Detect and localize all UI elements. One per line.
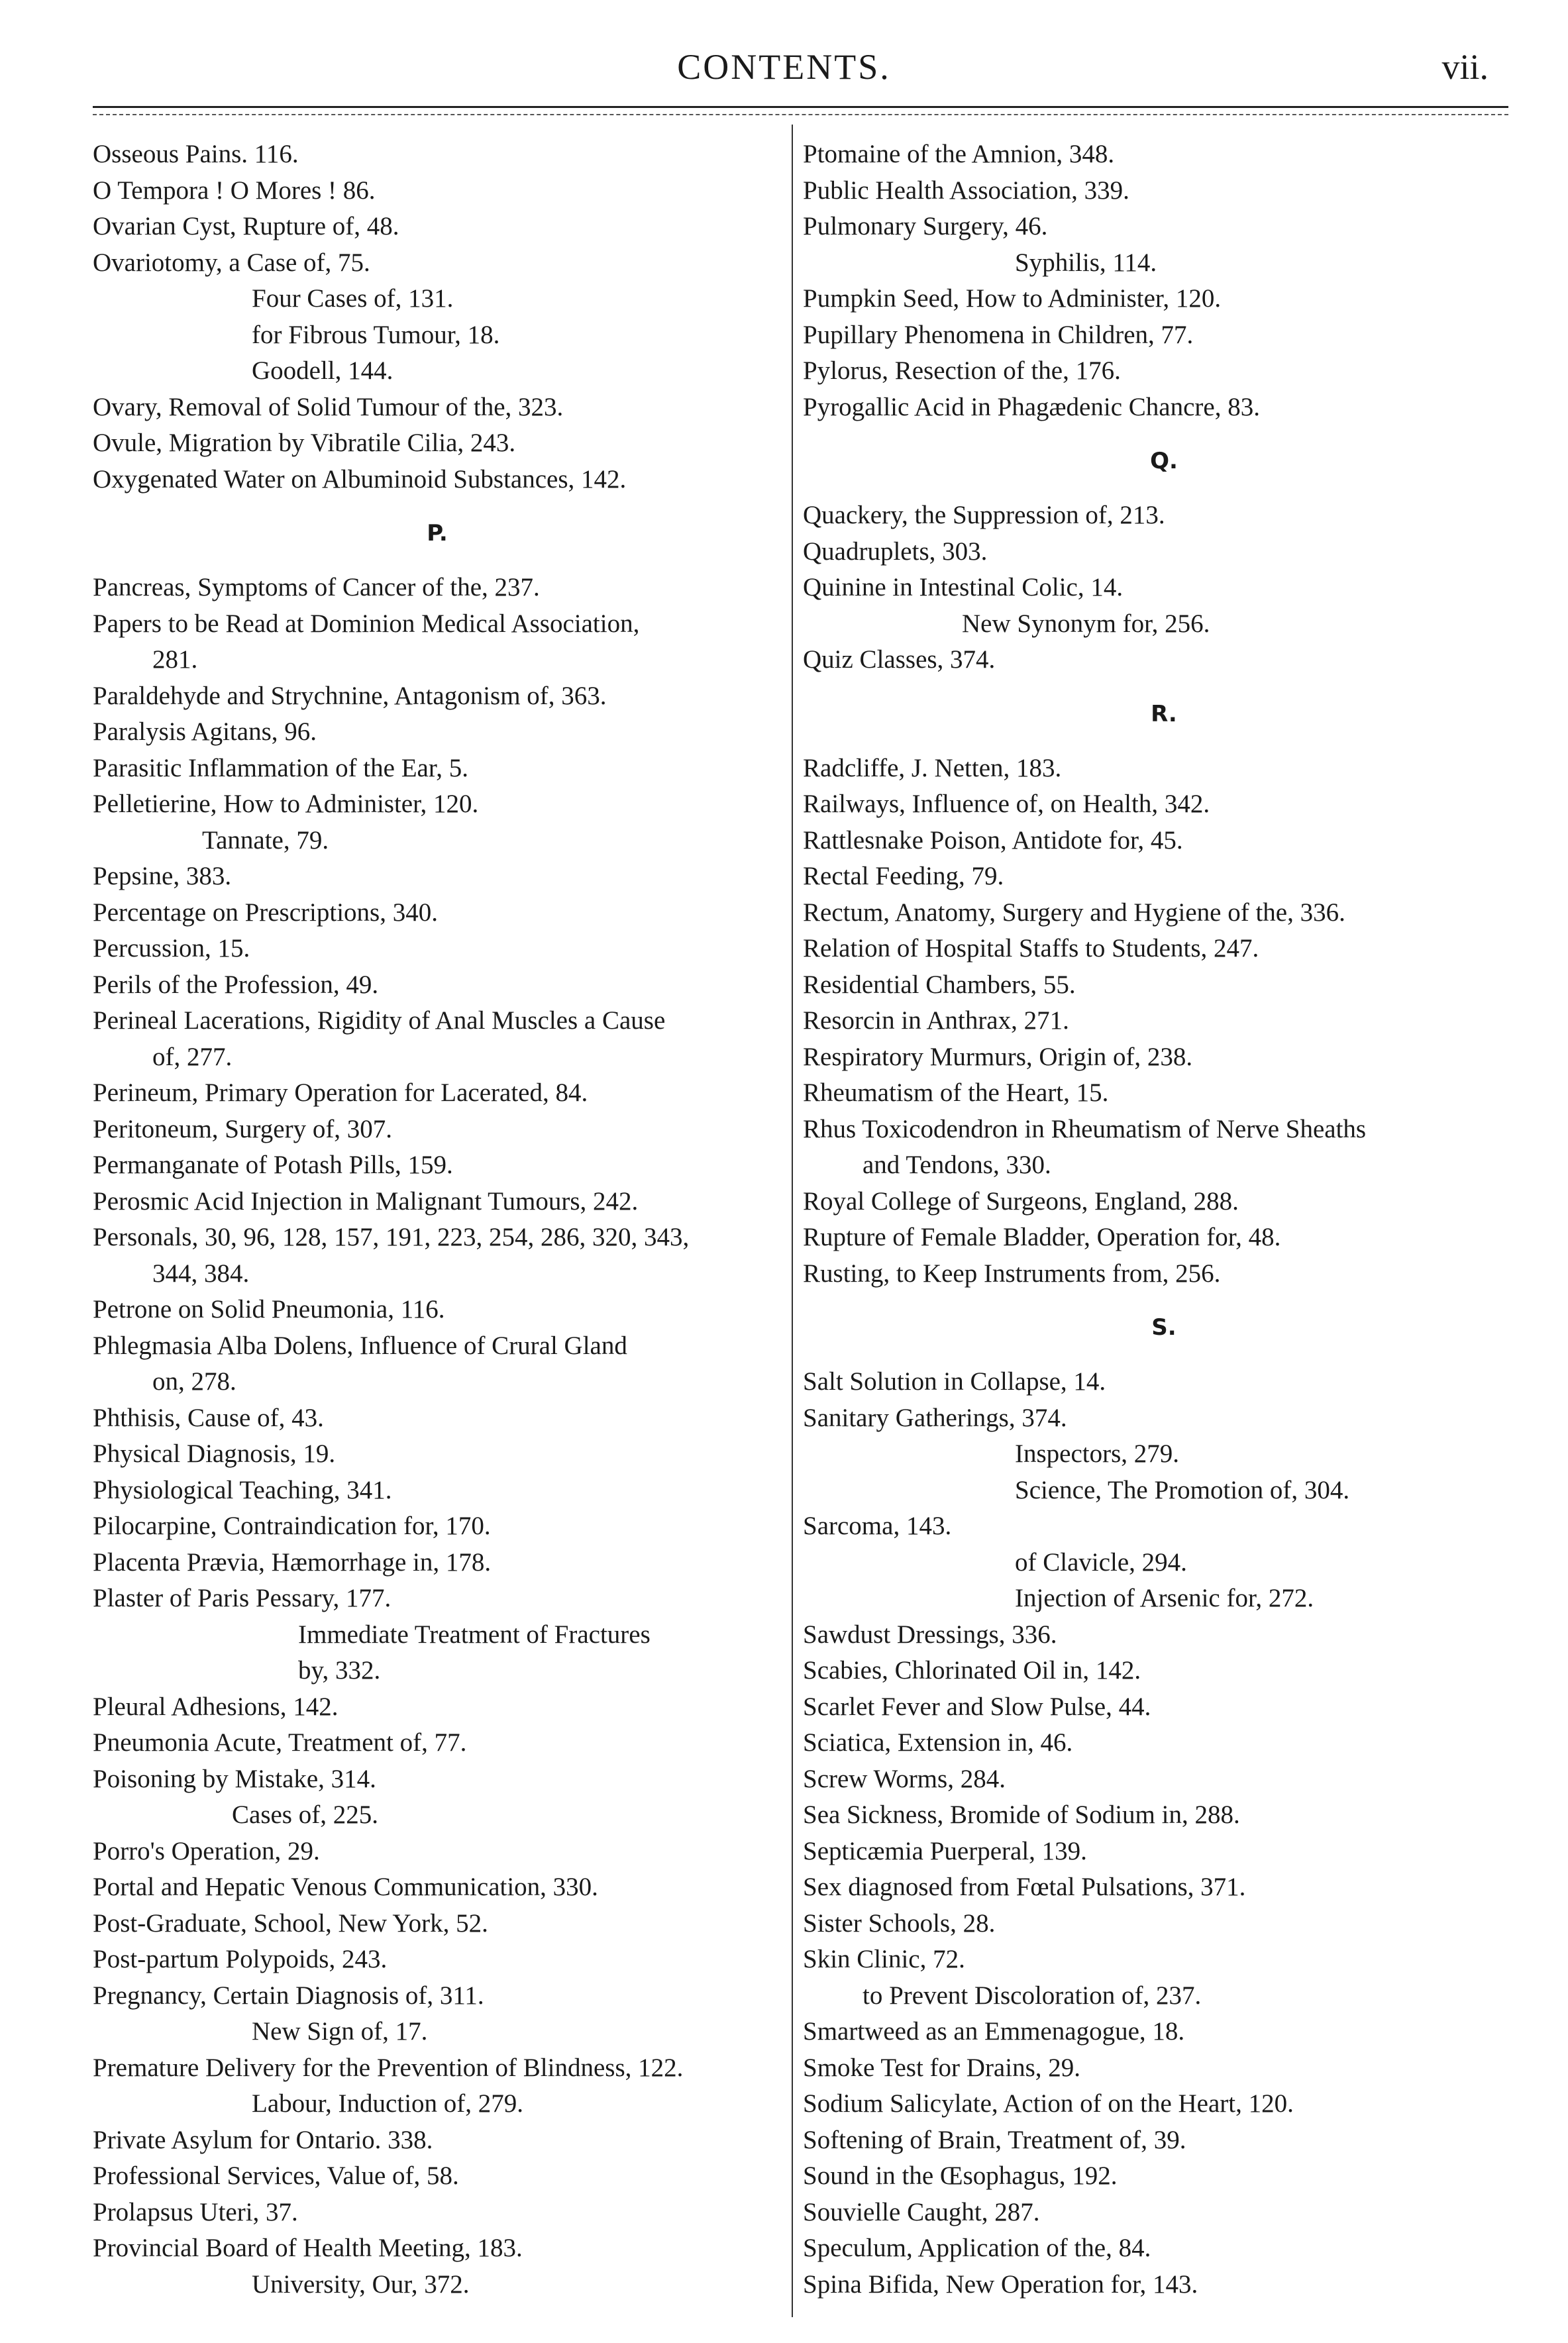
index-entry: for Fibrous Tumour, 18. (252, 320, 500, 349)
index-entry: Porro's Operation, 29. (93, 1836, 320, 1865)
index-entry: of, 277. (152, 1042, 233, 1071)
index-entry: 281. (152, 645, 198, 674)
index-entry: Post-Graduate, School, New York, 52. (93, 1908, 488, 1938)
index-entry: Placenta Prævia, Hæmorrhage in, 178. (93, 1547, 492, 1577)
index-entry: Sex diagnosed from Fœtal Pulsations, 371. (803, 1873, 1246, 1901)
index-entry: Percussion, 15. (93, 934, 250, 963)
index-entry: Scabies, Chlorinated Oil in, 142. (803, 1656, 1141, 1685)
index-entry: Physical Diagnosis, 19. (93, 1439, 336, 1468)
index-entry: Rusting, to Keep Instruments from, 256. (803, 1259, 1221, 1288)
index-entry: Permanganate of Potash Pills, 159. (93, 1151, 453, 1179)
index-entry: Parasitic Inflammation of the Ear, 5. (93, 753, 469, 782)
index-entry: Perosmic Acid Injection in Malignant Tumours, 242. (93, 1186, 639, 1216)
index-entry: Softening of Brain, Treatment of, 39. (803, 2125, 1186, 2154)
index-entry: Ovariotomy, a Case of, 75. (93, 248, 370, 277)
index-entry: Rheumatism of the Heart, 15. (803, 1078, 1109, 1107)
index-entry: Rupture of Female Bladder, Operation for, 48. (803, 1223, 1281, 1251)
index-entry: Quackery, the Suppression of, 213. (803, 501, 1165, 529)
index-entry: Sciatica, Extension in, 46. (803, 1728, 1073, 1757)
index-entry: Resorcin in Anthrax, 271. (803, 1006, 1069, 1035)
index-entry: University, Our, 372. (252, 2269, 470, 2299)
index-entry: Rectal Feeding, 79. (803, 862, 1004, 890)
column-divider (792, 125, 793, 2317)
page-title: CONTENTS. (677, 47, 891, 87)
index-entry: Personals, 30, 96, 128, 157, 191, 223, 254, 286, 320, 343, (93, 1223, 690, 1251)
index-entry: Phthisis, Cause of, 43. (93, 1403, 324, 1432)
index-entry: Paralysis Agitans, 96. (93, 717, 317, 746)
index-entry: Smartweed as an Emmenagogue, 18. (803, 2017, 1185, 2046)
index-entry: Septicæmia Puerperal, 139. (803, 1836, 1087, 1865)
index-entry: Rectum, Anatomy, Surgery and Hygiene of the, 336. (803, 898, 1345, 927)
index-entry: Sodium Salicylate, Action of on the Heart, 120. (803, 2089, 1294, 2118)
index-entry: Oxygenated Water on Albuminoid Substances, 142. (93, 464, 627, 494)
page-number: vii. (1441, 47, 1489, 87)
index-entry: Cases of, 225. (232, 1800, 378, 1829)
index-entry: Ovarian Cyst, Rupture of, 48. (93, 212, 399, 240)
index-entry: Sea Sickness, Bromide of Sodium in, 288. (803, 1800, 1240, 1829)
index-entry: Tannate, 79. (202, 825, 329, 855)
index-entry: Perineum, Primary Operation for Lacerated, 84. (93, 1078, 588, 1107)
index-entry: New Synonym for, 256. (962, 609, 1210, 638)
index-entry: of Clavicle, 294. (1015, 1547, 1187, 1577)
index-entry: Screw Worms, 284. (803, 1764, 1006, 1793)
index-entry: on, 278. (152, 1367, 236, 1396)
index-entry: Perils of the Profession, 49. (93, 970, 379, 999)
index-entry: Royal College of Surgeons, England, 288. (803, 1186, 1239, 1216)
index-entry: Provincial Board of Health Meeting, 183. (93, 2234, 523, 2262)
index-entry: Poisoning by Mistake, 314. (93, 1764, 376, 1793)
index-entry: Papers to be Read at Dominion Medical Association, (93, 609, 640, 638)
index-entry: Sanitary Gatherings, 374. (803, 1403, 1067, 1432)
index-entry: Phlegmasia Alba Dolens, Influence of Crural Gland (93, 1331, 627, 1360)
index-entry: 344, 384. (152, 1259, 250, 1288)
left-column (93, 136, 782, 2303)
index-entry: Public Health Association, 339. (803, 176, 1129, 205)
page-header (0, 46, 1568, 99)
index-entry: Science, The Promotion of, 304. (1015, 1475, 1350, 1504)
index-entry: Labour, Induction of, 279. (252, 2089, 524, 2118)
index-entry: Petrone on Solid Pneumonia, 116. (93, 1295, 445, 1324)
index-entry: Salt Solution in Collapse, 14. (803, 1367, 1106, 1396)
index-entry: Plaster of Paris Pessary, 177. (93, 1584, 392, 1612)
index-entry: Prolapsus Uteri, 37. (93, 2197, 298, 2226)
section-heading: Q. (1150, 448, 1178, 474)
header-rule (93, 106, 1508, 108)
index-entry: to Prevent Discoloration of, 237. (862, 1981, 1202, 2010)
index-entry: Pelletierine, How to Administer, 120. (93, 790, 479, 818)
index-entry: Quinine in Intestinal Colic, 14. (803, 573, 1124, 601)
index-entry: Osseous Pains. 116. (93, 140, 299, 168)
section-heading: P. (427, 520, 448, 547)
index-entry: Souvielle Caught, 287. (803, 2197, 1040, 2226)
index-entry: Pleural Adhesions, 142. (93, 1692, 339, 1721)
index-entry: Pylorus, Resection of the, 176. (803, 356, 1121, 385)
index-entry: Physiological Teaching, 341. (93, 1475, 392, 1504)
index-entry: Rhus Toxicodendron in Rheumatism of Nerve Sheaths (803, 1114, 1367, 1143)
index-entry: Peritoneum, Surgery of, 307. (93, 1114, 393, 1143)
index-entry: Sawdust Dressings, 336. (803, 1620, 1057, 1649)
index-entry: Syphilis, 114. (1015, 248, 1157, 277)
index-entry: Railways, Influence of, on Health, 342. (803, 790, 1210, 818)
index-entry: Portal and Hepatic Venous Communication, 330. (93, 1873, 598, 1901)
index-entry: Percentage on Prescriptions, 340. (93, 898, 438, 927)
index-entry: Pregnancy, Certain Diagnosis of, 311. (93, 1981, 484, 2010)
index-entry: Relation of Hospital Staffs to Students, 247. (803, 934, 1259, 963)
index-entry: Scarlet Fever and Slow Pulse, 44. (803, 1692, 1151, 1721)
index-entry: Pilocarpine, Contraindication for, 170. (93, 1512, 491, 1540)
index-entry: Ovule, Migration by Vibratile Cilia, 243. (93, 429, 516, 457)
header-rule-dashed (93, 114, 1508, 115)
index-entry: Quiz Classes, 374. (803, 645, 996, 674)
index-entry: Rattlesnake Poison, Antidote for, 45. (803, 825, 1183, 855)
index-entry: Spina Bifida, New Operation for, 143. (803, 2269, 1198, 2299)
index-entry: by, 332. (298, 1656, 381, 1685)
index-entry: Sarcoma, 143. (803, 1512, 952, 1540)
index-entry: Private Asylum for Ontario. 338. (93, 2125, 433, 2154)
index-entry: Sound in the Œsophagus, 192. (803, 2161, 1118, 2190)
index-entry: Paraldehyde and Strychnine, Antagonism of, 363. (93, 681, 607, 710)
index-entry: Injection of Arsenic for, 272. (1015, 1584, 1314, 1612)
index-entry: Post-partum Polypoids, 243. (93, 1945, 388, 1973)
index-entry: Pulmonary Surgery, 46. (803, 212, 1048, 240)
index-entry: Professional Services, Value of, 58. (93, 2161, 459, 2190)
index-entry: Ptomaine of the Amnion, 348. (803, 140, 1115, 168)
index-entry: Immediate Treatment of Fractures (298, 1620, 651, 1649)
index-entry: New Sign of, 17. (252, 2017, 428, 2046)
index-entry: Pyrogallic Acid in Phagædenic Chancre, 83. (803, 392, 1260, 421)
index-entry: Speculum, Application of the, 84. (803, 2234, 1151, 2262)
index-entry: Pumpkin Seed, How to Administer, 120. (803, 284, 1222, 313)
index-entry: Pneumonia Acute, Treatment of, 77. (93, 1728, 467, 1757)
index-entry: Sister Schools, 28. (803, 1908, 996, 1938)
index-entry: Ovary, Removal of Solid Tumour of the, 323. (93, 392, 564, 421)
index-entry: Pepsine, 383. (93, 862, 232, 890)
index-entry: Premature Delivery for the Prevention of Blindness, 122. (93, 2053, 684, 2082)
index-entry: O Tempora ! O Mores ! 86. (93, 176, 376, 205)
right-column (803, 136, 1525, 2303)
index-entry: Quadruplets, 303. (803, 537, 988, 566)
index-entry: Pupillary Phenomena in Children, 77. (803, 320, 1194, 349)
index-entry: Skin Clinic, 72. (803, 1945, 965, 1973)
index-entry: Inspectors, 279. (1015, 1439, 1180, 1468)
index-entry: and Tendons, 330. (862, 1151, 1051, 1179)
index-entry: Residential Chambers, 55. (803, 970, 1076, 999)
section-heading: R. (1151, 700, 1177, 727)
index-entry: Smoke Test for Drains, 29. (803, 2053, 1081, 2082)
index-entry: Pancreas, Symptoms of Cancer of the, 237. (93, 573, 540, 601)
section-heading: S. (1151, 1314, 1176, 1341)
index-entry: Respiratory Murmurs, Origin of, 238. (803, 1042, 1193, 1071)
index-entry: Perineal Lacerations, Rigidity of Anal Muscles a Cause (93, 1006, 666, 1035)
index-entry: Radcliffe, J. Netten, 183. (803, 753, 1062, 782)
index-entry: Four Cases of, 131. (252, 284, 454, 313)
index-entry: Goodell, 144. (252, 356, 393, 385)
